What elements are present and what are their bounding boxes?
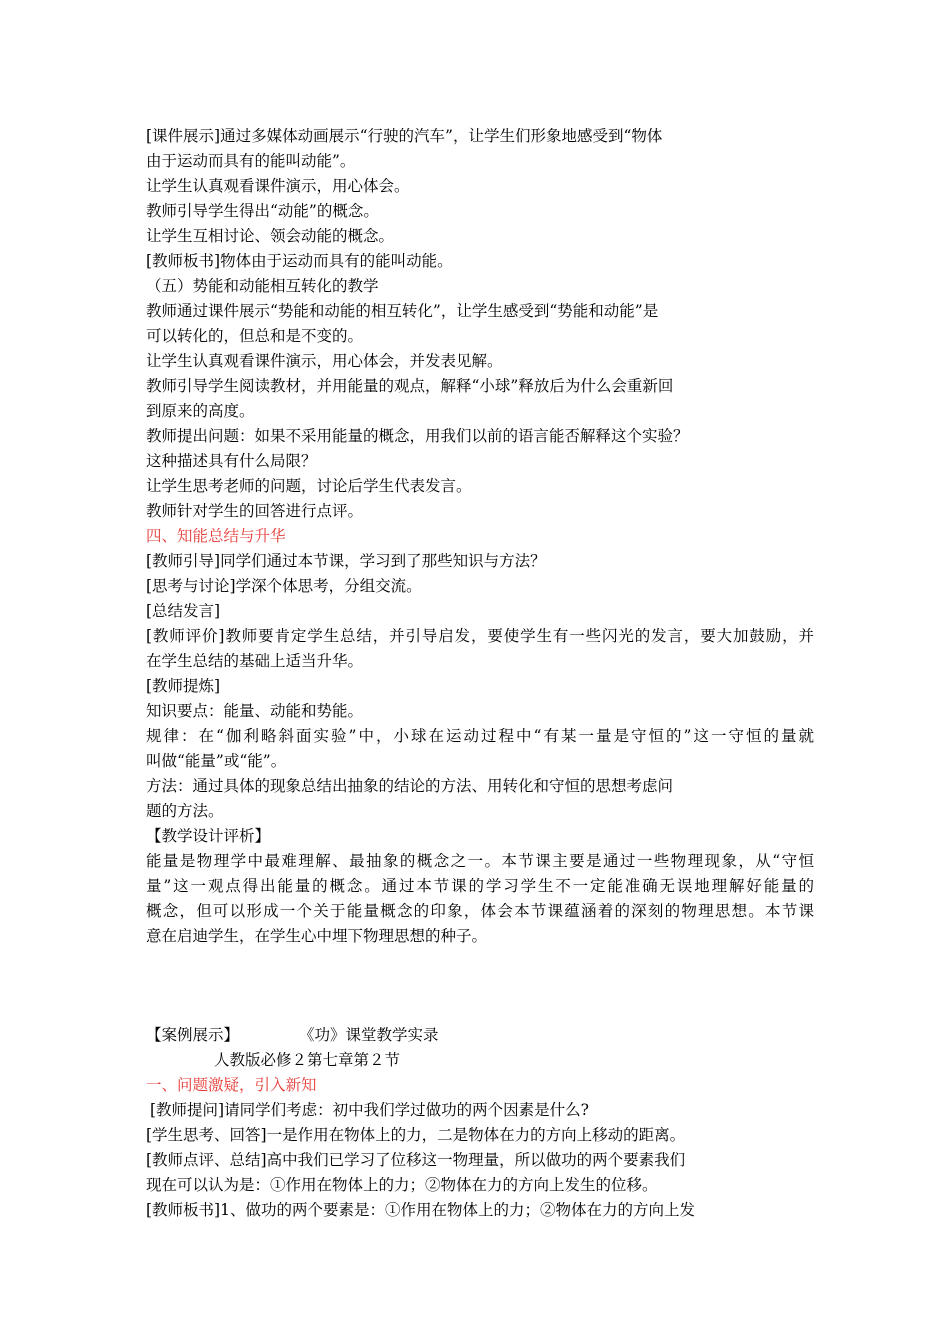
text-line: 让学生认真观看课件演示，用心体会，并发表见解。 <box>146 352 503 370</box>
text-line: 知识要点：能量、动能和势能。 <box>146 702 364 720</box>
text-line: [教师点评、总结]高中我们已学习了位移这一物理量，所以做功的两个要素我们 <box>146 1151 686 1169</box>
text-line: [总结发言] <box>146 602 221 620</box>
text-line: 方法：通过具体的现象总结出抽象的结论的方法、用转化和守恒的思想考虑问 <box>146 777 674 795</box>
subsection-heading: （五）势能和动能相互转化的教学 <box>146 277 379 295</box>
text-line: [教师板书]物体由于运动而具有的能叫动能。 <box>146 252 453 270</box>
text-line: 教师引导学生阅读教材，并用能量的观点，解释“小球”释放后为什么会重新回 <box>146 377 674 395</box>
text-line: 教师通过课件展示“势能和动能的相互转化”，让学生感受到“势能和动能”是 <box>146 302 659 320</box>
text-line: 概念，但可以形成一个关于能量概念的印象，体会本节课蕴涵着的深刻的物理思想。本节课 <box>146 902 814 920</box>
text-line: 由于运动而具有的能叫动能”。 <box>146 152 356 170</box>
section-heading: 一、问题激疑，引入新知 <box>146 1076 317 1094</box>
text-line: 叫做“能量”或“能”。 <box>146 752 287 770</box>
text-line: 让学生互相讨论、领会动能的概念。 <box>146 227 395 245</box>
text-line: [思考与讨论]学深个体思考，分组交流。 <box>146 577 422 595</box>
case-title: 《功》课堂教学实录 <box>299 1026 439 1044</box>
text-line: [教师提问]请同学们考虑：初中我们学过做功的两个因素是什么? <box>150 1101 589 1119</box>
text-line: 现在可以认为是：①作用在物体上的力；②物体在力的方向上发生的位移。 <box>146 1176 658 1194</box>
subsection-heading: 【教学设计评析】 <box>146 827 271 845</box>
case-label: 【案例展示】 <box>146 1026 240 1044</box>
text-line: 教师引导学生得出“动能”的概念。 <box>146 202 379 220</box>
text-line: 可以转化的，但总和是不变的。 <box>146 327 364 345</box>
text-line: 教师针对学生的回答进行点评。 <box>146 502 364 520</box>
section-heading: 四、知能总结与升华 <box>146 527 286 545</box>
text-line: [教师引导]同学们通过本节课，学习到了那些知识与方法？ <box>146 552 546 570</box>
text-line: 这种描述具有什么局限？ <box>146 452 317 470</box>
text-line: 题的方法。 <box>146 802 224 820</box>
text-line: [学生思考、回答]一是作用在物体上的力，二是物体在力的方向上移动的距离。 <box>146 1126 686 1144</box>
text-line: 教师提出问题：如果不采用能量的概念，用我们以前的语言能否解释这个实验？ <box>146 427 689 445</box>
text-line: 量”这一观点得出能量的概念。通过本节课的学习学生不一定能准确无误地理解好能量的 <box>146 877 814 895</box>
text-line: 让学生认真观看课件演示，用心体会。 <box>146 177 410 195</box>
case-subtitle: 人教版必修２第七章第２节 <box>214 1051 401 1069</box>
text-line: 在学生总结的基础上适当升华。 <box>146 652 364 670</box>
text-line: 到原来的高度。 <box>146 402 255 420</box>
text-line: 让学生思考老师的问题，讨论后学生代表发言。 <box>146 477 472 495</box>
text-line: 能量是物理学中最难理解、最抽象的概念之一。本节课主要是通过一些物理现象，从“守恒 <box>146 852 814 870</box>
text-line: [课件展示]通过多媒体动画展示“行驶的汽车”，让学生们形象地感受到“物体 <box>146 127 663 145</box>
text-line: [教师提炼] <box>146 677 221 695</box>
text-line: [教师评价]教师要肯定学生总结，并引导启发，要使学生有一些闪光的发言，要大加鼓励，并 <box>146 627 814 645</box>
text-line: 意在启迪学生，在学生心中埋下物理思想的种子。 <box>146 927 488 945</box>
text-line: 规律：在“伽利略斜面实验”中，小球在运动过程中“有某一量是守恒的”这一守恒的量就 <box>146 727 814 745</box>
text-line: [教师板书]1、做功的两个要素是：①作用在物体上的力；②物体在力的方向上发 <box>146 1201 695 1219</box>
